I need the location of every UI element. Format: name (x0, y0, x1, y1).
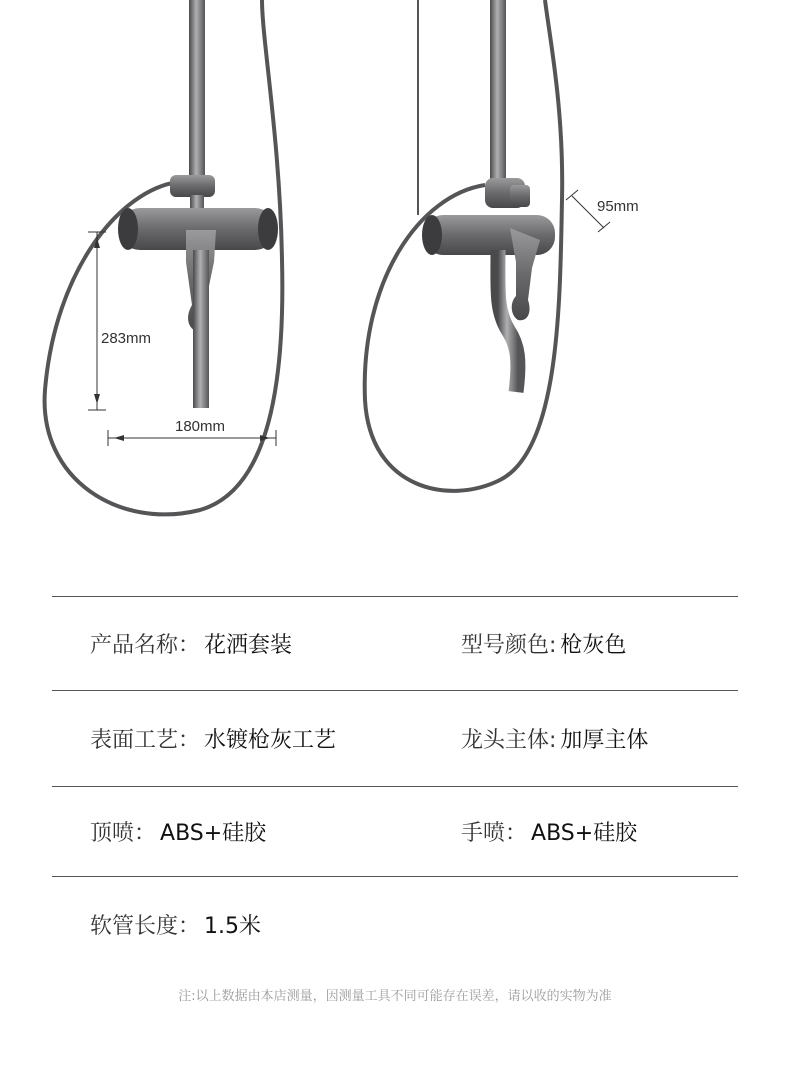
spec-row (52, 596, 738, 690)
spec-table (52, 596, 738, 972)
spec-faucet-body (461, 691, 648, 786)
depth-dimension-label: 95mm (597, 198, 639, 215)
measurement-disclaimer: 注:以上数据由本店测量，因测量工具不同可能存在误差，请以收的实物为准 (178, 989, 612, 1004)
spec-product-name (90, 597, 292, 690)
spec-value: ABS+硅胶 (160, 821, 267, 846)
spec-value: 1.5米 (204, 914, 262, 939)
spec-top-spray (90, 787, 266, 876)
side-spout (498, 250, 518, 392)
spec-label: 型号颜色: (461, 633, 557, 658)
spec-label: 表面工艺： (90, 728, 201, 753)
side-rail (490, 0, 506, 185)
spec-hand-spray (461, 787, 637, 876)
front-view-faucet (45, 0, 283, 514)
height-dimension-label: 283mm (101, 330, 152, 347)
spec-value: 枪灰色 (560, 633, 627, 658)
front-rail (189, 0, 205, 180)
width-dimension-label: 180mm (175, 418, 226, 435)
spec-value: 花洒套装 (204, 633, 293, 658)
spec-label: 产品名称： (90, 633, 201, 658)
side-handle (510, 228, 540, 320)
spec-label: 顶喷： (90, 821, 157, 846)
side-view-faucet (365, 0, 639, 491)
spec-hose-length (90, 877, 261, 972)
spec-surface-finish (90, 691, 336, 786)
spec-value: 水镀枪灰工艺 (204, 728, 337, 753)
spec-label: 手喷： (461, 821, 528, 846)
spec-model-color (461, 597, 626, 690)
spec-row (52, 876, 738, 972)
spec-value: 加厚主体 (560, 728, 649, 753)
spec-label: 软管长度： (90, 914, 201, 939)
spec-value: ABS+硅胶 (531, 821, 638, 846)
front-spout (193, 250, 209, 408)
spec-row (52, 786, 738, 876)
front-hose (45, 0, 283, 514)
spec-row (52, 690, 738, 786)
spec-label: 龙头主体: (461, 728, 557, 753)
